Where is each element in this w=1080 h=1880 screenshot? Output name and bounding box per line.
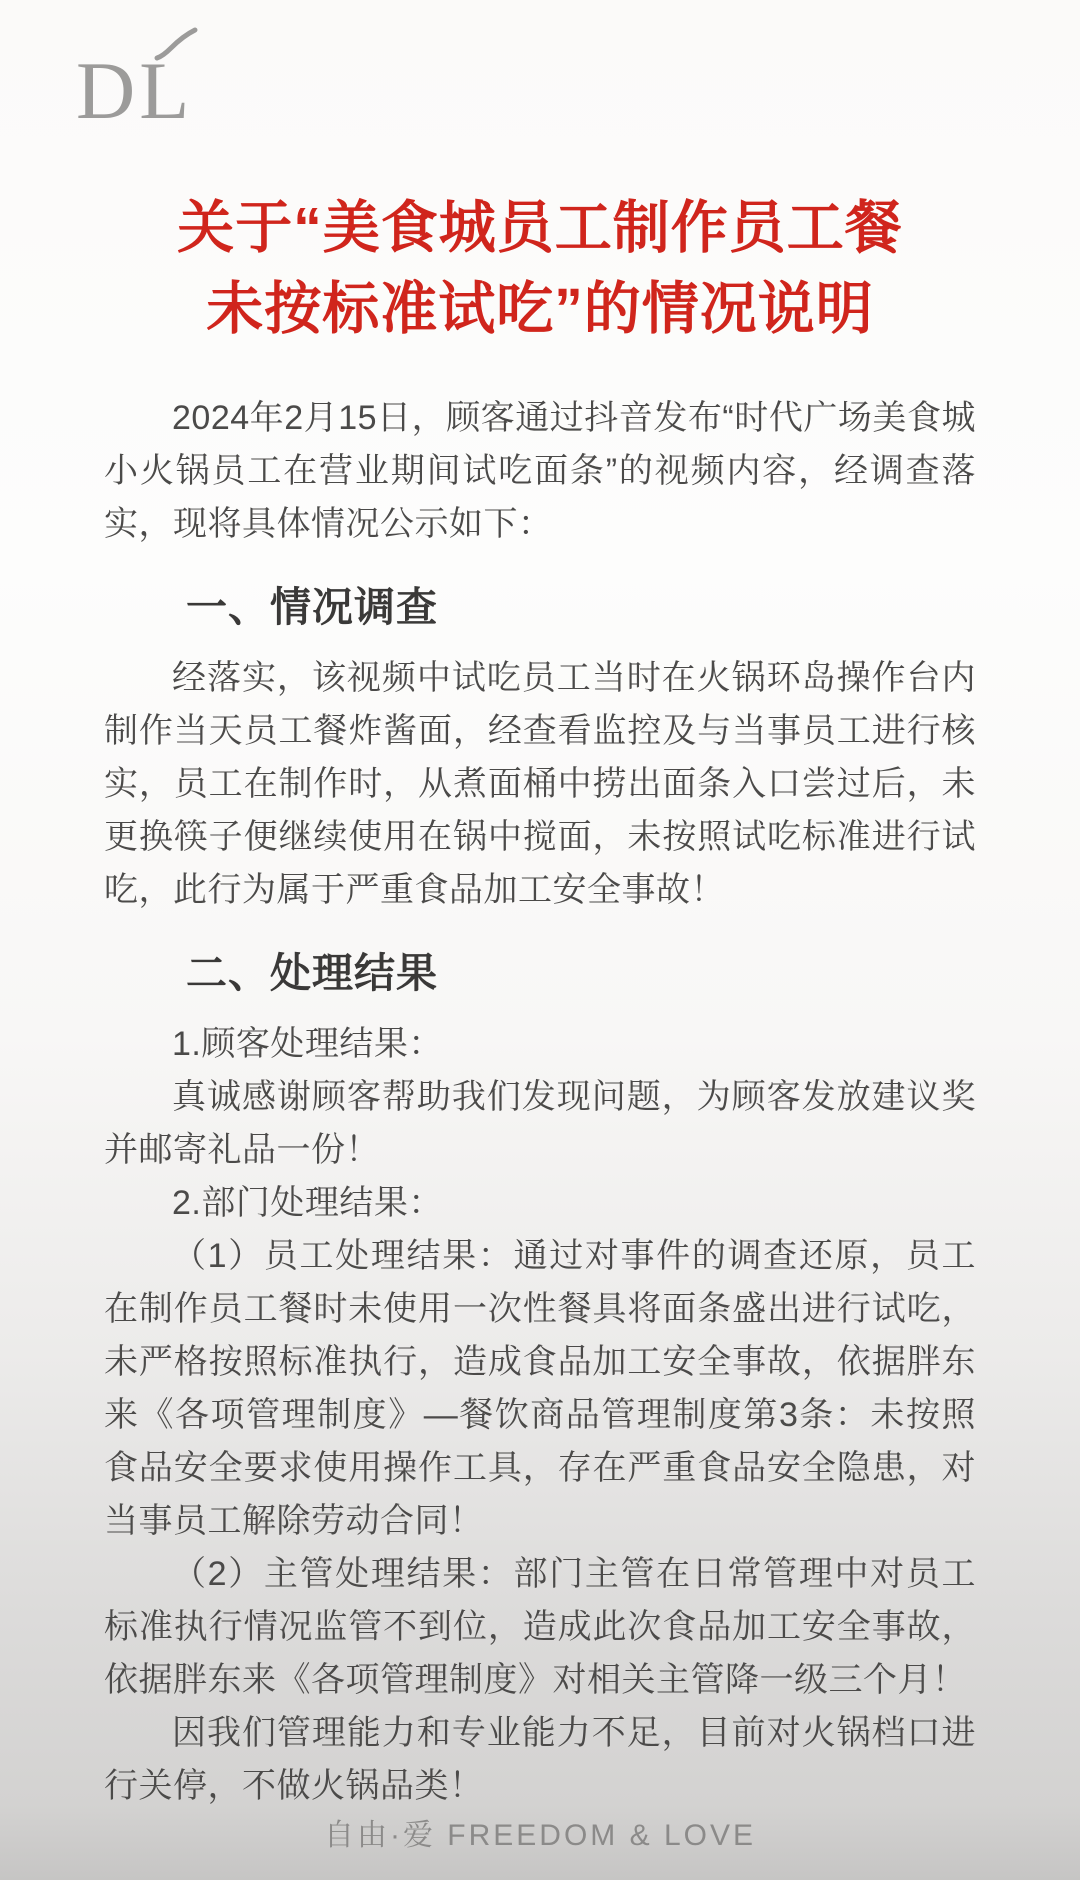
page-title xyxy=(104,0,976,350)
section-heading-results: 二、处理结果 xyxy=(186,950,438,996)
section-heading-investigation: 一、情况调查 xyxy=(186,584,438,630)
department-result-label: 2.部门处理结果： xyxy=(172,1184,443,1222)
intro-paragraph: 2024年2月15日，顾客通过抖音发布“时代广场美食城小火锅员工在营业期间试吃面条”的视频内容，经调查落实，现将具体情况公示如下： xyxy=(104,399,976,543)
employee-result-paragraph: （1）员工处理结果：通过对事件的调查还原，员工在制作员工餐时未使用一次性餐具将面条盛出进行试吃，未严格按照标准执行，造成食品加工安全事故，依据胖东来《各项管理制度》—餐饮商品管理制度第3条：未按照食品安全要求使用操作工具，存在严重食品安全隐患，对当事员工解除劳动合同！ xyxy=(104,1237,976,1540)
footer-slogan: 自由·爱 FREEDOM & LOVE xyxy=(323,1819,757,1852)
page-title-line1: 关于“美食城员工制作员工餐 xyxy=(177,196,903,260)
customer-result-label: 1.顾客处理结果： xyxy=(172,1025,443,1063)
supervisor-result-paragraph: （2）主管处理结果：部门主管在日常管理中对员工标准执行情况监管不到位，造成此次食品加工安全事故，依据胖东来《各项管理制度》对相关主管降一级三个月！ xyxy=(104,1555,976,1699)
dl-logo-text: DL xyxy=(76,45,194,136)
closure-paragraph: 因我们管理能力和专业能力不足，目前对火锅档口进行关停，不做火锅品类！ xyxy=(104,1714,976,1805)
customer-result-paragraph: 真诚感谢顾客帮助我们发现问题，为顾客发放建议奖并邮寄礼品一份！ xyxy=(104,1078,976,1169)
page-title-line2: 未按标准试吃”的情况说明 xyxy=(206,277,874,341)
investigation-paragraph: 经落实，该视频中试吃员工当时在火锅环岛操作台内制作当天员工餐炸酱面，经查看监控及与当事员工进行核实，员工在制作时，从煮面桶中捞出面条入口尝过后，未更换筷子便继续使用在锅中搅面，未按照试吃标准进行试吃，此行为属于严重食品加工安全事故！ xyxy=(104,659,976,909)
